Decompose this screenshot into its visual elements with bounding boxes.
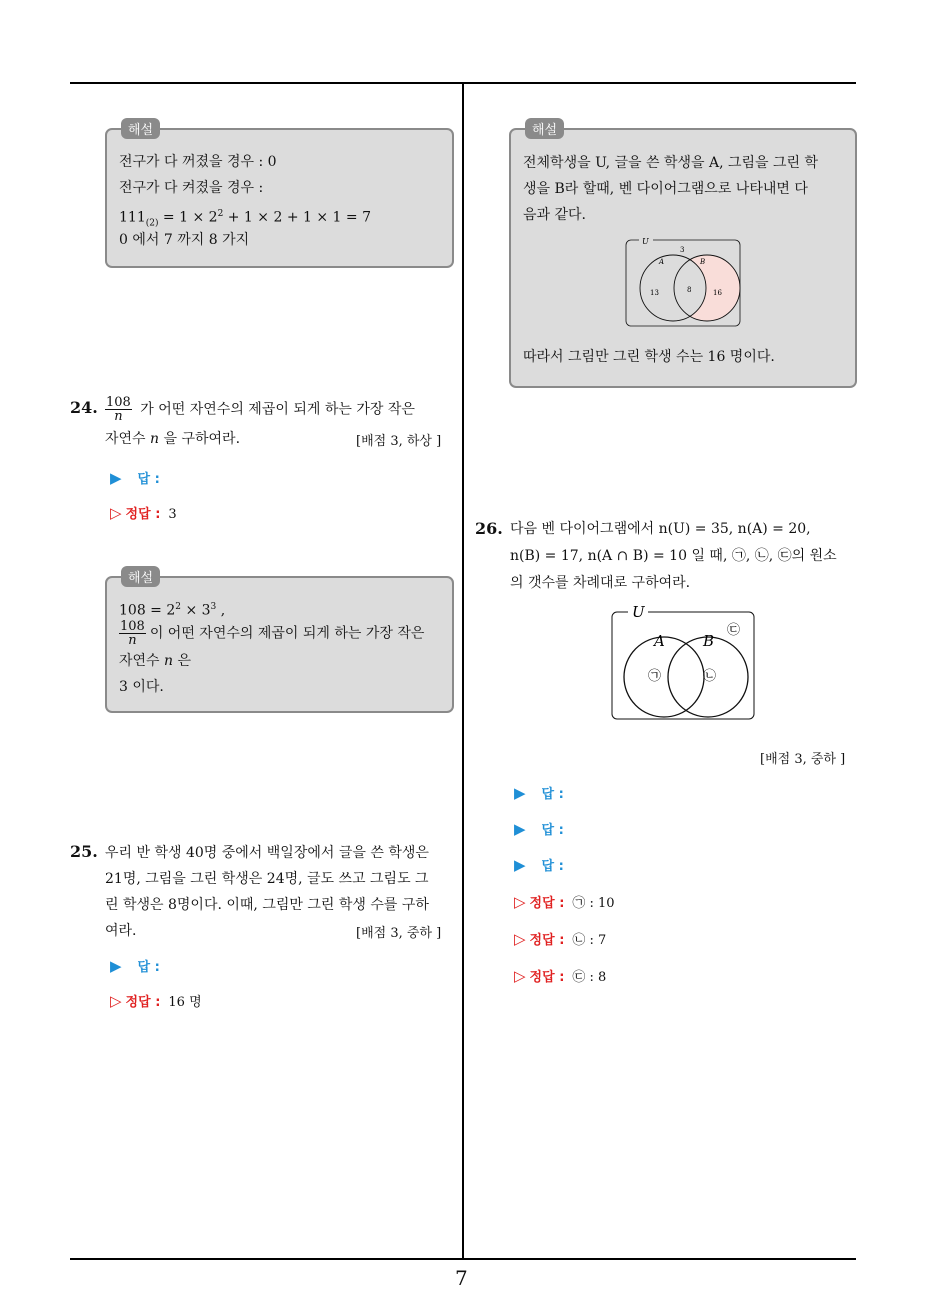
solution-text: 은: [173, 653, 192, 669]
correct-value: ㉡ : 7: [572, 933, 607, 948]
venn-region-3: ㉢: [727, 623, 741, 638]
eq-sup: 2: [175, 602, 181, 612]
correct-value: 3: [168, 507, 177, 522]
question-number-25: 25.: [70, 842, 98, 861]
correct-row-26-1: [514, 892, 615, 911]
venn-label-b: B: [700, 258, 706, 266]
venn-diagram-question: [610, 604, 758, 722]
solution-conclusion: 따라서 그림만 그린 학생 수는 16 명이다.: [523, 349, 775, 365]
correct-row-24: [110, 503, 177, 522]
fraction: [119, 620, 146, 647]
question-text: 가 어떤 자연수의 제곱이 되게 하는 가장 작은: [140, 401, 415, 418]
answer-triangle-icon: ▶: [110, 957, 122, 975]
correct-triangle-icon: ▷: [110, 992, 122, 1010]
correct-triangle-icon: ▷: [514, 930, 526, 948]
answer-triangle-icon: ▶: [110, 469, 122, 487]
eq-part: 108 = 2: [119, 602, 176, 619]
answer-row-25[interactable]: [110, 956, 160, 975]
correct-label: 정답 :: [529, 933, 565, 948]
correct-triangle-icon: ▷: [514, 893, 526, 911]
frac-num: 108: [106, 395, 131, 410]
solution-text: 자연수: [119, 653, 165, 669]
answer-label: 답 :: [541, 859, 564, 874]
bottom-rule: [70, 1258, 856, 1260]
venn-both: 8: [687, 286, 692, 294]
eq-base: 111: [119, 209, 146, 226]
answer-label: 답 :: [541, 823, 564, 838]
correct-label: 정답 :: [125, 507, 161, 522]
venn-diagram-solution: [625, 238, 743, 328]
solution-text: 이 어떤 자연수의 제곱이 되게 하는 가장 작은: [149, 625, 425, 642]
question-25-line2: 21명, 그림을 그린 학생은 24명, 글도 쓰고 그림도 그: [105, 871, 429, 887]
eq-sup: 3: [210, 602, 217, 612]
question-24-line2: [105, 426, 240, 453]
venn-only-b: 16: [713, 289, 722, 297]
column-divider: [462, 82, 464, 1259]
venn-label-b: B: [703, 632, 715, 650]
question-text: 을 구하여라.: [159, 431, 241, 447]
score-meta-25: [배점 3, 중하 ]: [356, 926, 442, 941]
correct-label: 정답 :: [125, 995, 161, 1010]
eq-part: = 1 × 2: [158, 209, 218, 226]
correct-triangle-icon: ▷: [110, 504, 122, 522]
frac-den: n: [114, 409, 123, 424]
solution-line: 전구가 다 꺼졌을 경우 : 0: [119, 154, 277, 170]
solution-tag: 해설: [121, 118, 160, 139]
answer-row-26-2[interactable]: [514, 819, 564, 838]
answer-label: 답 :: [137, 472, 160, 487]
question-24-line1: [105, 396, 415, 424]
answer-triangle-icon: ▶: [514, 820, 526, 838]
solution-line: [119, 620, 442, 647]
solution-line: 음과 같다.: [523, 207, 586, 223]
correct-label: 정답 :: [529, 970, 565, 985]
venn-label-u: U: [632, 604, 645, 621]
question-26-line1: 다음 벤 다이어그램에서 n(U) = 35, n(A) = 20,: [510, 521, 811, 537]
venn-label-u: U: [642, 238, 649, 246]
correct-value: 16 명: [168, 995, 202, 1010]
score-meta-26: [배점 3, 중하 ]: [760, 752, 846, 767]
solution-box-25: [509, 123, 857, 388]
answer-label: 답 :: [137, 960, 160, 975]
solution-tag: 해설: [121, 566, 160, 587]
venn-only-a: 13: [650, 289, 659, 297]
answer-triangle-icon: ▶: [514, 856, 526, 874]
question-number-24: 24.: [70, 398, 98, 417]
venn-outside-count: 3: [680, 246, 685, 254]
fraction: [105, 396, 132, 423]
correct-row-25: [110, 991, 202, 1010]
correct-value: ㉢ : 8: [572, 970, 607, 985]
var-n: n: [150, 431, 160, 447]
eq-sub: (2): [145, 218, 159, 229]
correct-value: ㉠ : 10: [572, 896, 615, 911]
question-text: 자연수: [105, 431, 151, 447]
venn-label-a: A: [659, 258, 665, 266]
eq-part: ,: [216, 602, 226, 619]
venn-region-1: ㉠: [648, 669, 662, 684]
answer-triangle-icon: ▶: [514, 784, 526, 802]
solution-line: 0 에서 7 까지 8 가지: [119, 232, 250, 248]
page-number: 7: [455, 1266, 468, 1290]
question-25-line4: 여라.: [105, 923, 137, 939]
correct-row-26-2: [514, 929, 606, 948]
question-25-line3: 린 학생은 8명이다. 이때, 그림만 그린 학생 수를 구하: [105, 897, 429, 913]
solution-tag: 해설: [525, 118, 564, 139]
frac-num: 108: [120, 619, 145, 634]
score-meta-24: [배점 3, 하상 ]: [356, 434, 442, 449]
question-26-line2: n(B) = 17, n(A ∩ B) = 10 일 때, ㉠, ㉡, ㉢의 원소: [510, 548, 837, 564]
solution-box-23: [105, 123, 454, 268]
correct-label: 정답 :: [529, 896, 565, 911]
correct-row-26-3: [514, 966, 606, 985]
solution-line: 전체학생을 U, 글을 쓴 학생을 A, 그림을 그린 학: [523, 155, 819, 171]
answer-row-26-1[interactable]: [514, 783, 564, 802]
eq-part: × 3: [181, 602, 211, 619]
answer-row-24[interactable]: [110, 468, 160, 487]
solution-box-24: [105, 571, 454, 713]
solution-line: 생을 B라 할때, 벤 다이어그램으로 나타내면 다: [523, 181, 808, 197]
solution-line: [119, 648, 442, 674]
question-number-26: 26.: [475, 519, 503, 538]
solution-line: 3 이다.: [119, 679, 164, 695]
venn-label-a: A: [654, 632, 665, 650]
frac-den: n: [128, 633, 137, 648]
venn-region-2: ㉡: [703, 669, 717, 684]
var-n: n: [164, 653, 174, 669]
question-26-line3: 의 갯수를 차례대로 구하여라.: [510, 575, 691, 591]
answer-row-26-3[interactable]: [514, 855, 564, 874]
correct-triangle-icon: ▷: [514, 967, 526, 985]
solution-line: 전구가 다 켜졌을 경우 :: [119, 180, 264, 196]
eq-sup: 2: [217, 209, 224, 219]
eq-part: + 1 × 2 + 1 × 1 = 7: [223, 209, 371, 226]
question-25-line1: 우리 반 학생 40명 중에서 백일장에서 글을 쓴 학생은: [105, 845, 429, 861]
answer-label: 답 :: [541, 787, 564, 802]
